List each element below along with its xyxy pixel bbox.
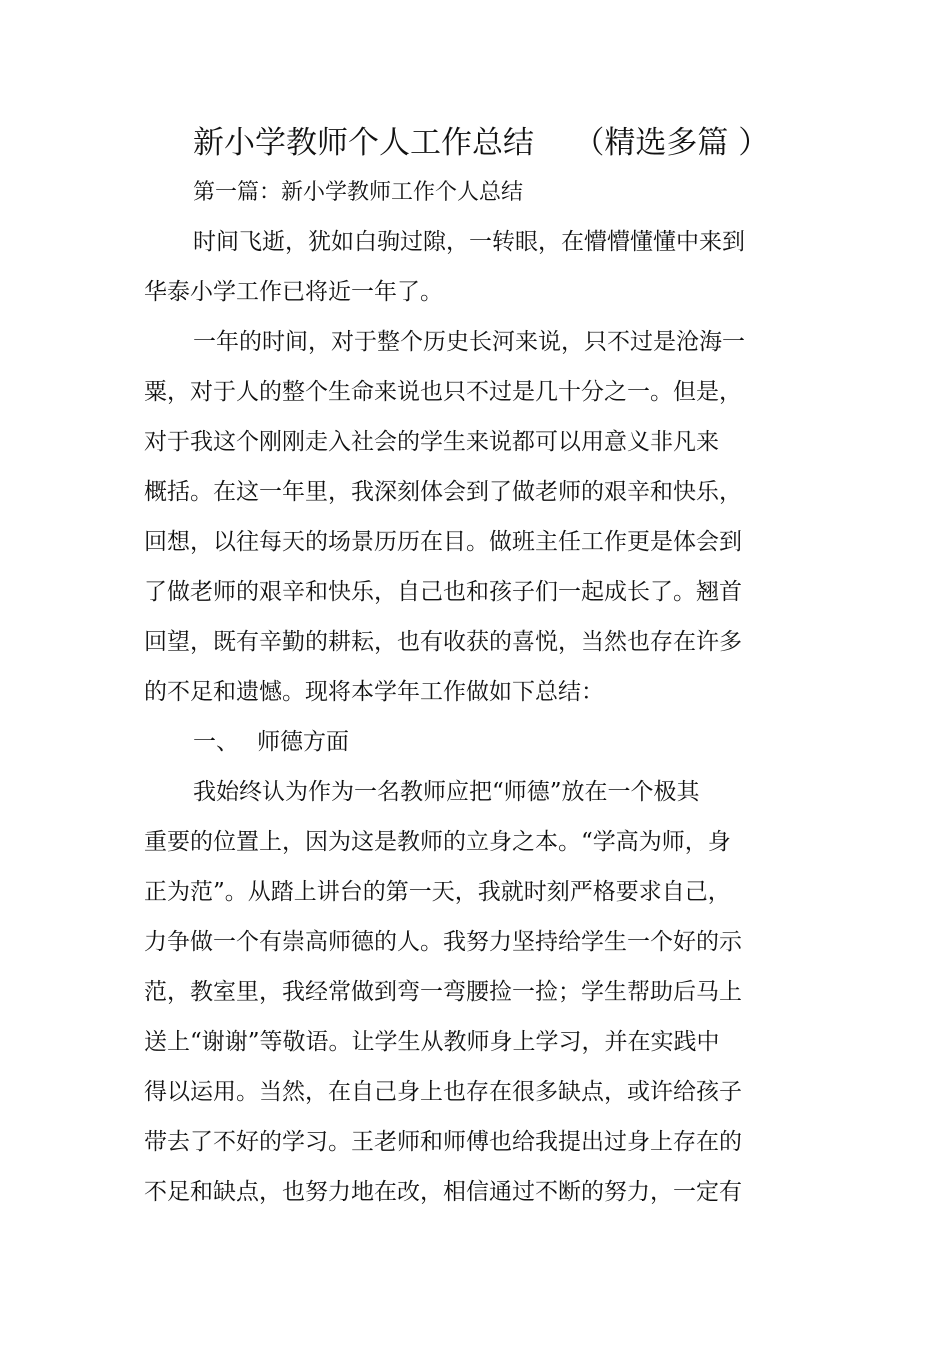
- paragraph-line: 带去了不好的学习。王老师和师傅也给我提出过身上存在的: [144, 1129, 742, 1155]
- paragraph-line: 力争做一个有崇高师德的人。我努力坚持给学生一个好的示: [144, 929, 742, 955]
- paragraph-line: 概括。在这一年里，我深刻体会到了做老师的艰辛和快乐，: [144, 479, 742, 505]
- paragraph-line: 回望，既有辛勤的耕耘，也有收获的喜悦，当然也存在许多: [144, 629, 742, 655]
- paragraph-line: 华泰小学工作已将近一年了。: [144, 279, 443, 305]
- paragraph-line: 正为范”。从踏上讲台的第一天，我就时刻严格要求自己，: [144, 879, 731, 905]
- section-number: 一、: [193, 729, 239, 755]
- paragraph-line: 时间飞逝，犹如白驹过隙，一转眼，在懵懵懂懂中来到: [193, 229, 745, 255]
- chapter-subtitle: 第一篇：新小学教师工作个人总结: [193, 180, 524, 205]
- document-title: 新小学教师个人工作总结 （精选多篇 ）: [193, 125, 770, 161]
- paragraph-line: 我始终认为作为一名教师应把“师德”放在一个极其: [193, 779, 700, 805]
- section-heading-text: 师德方面: [257, 729, 349, 755]
- section-heading: [193, 725, 349, 759]
- paragraph-line: 粟，对于人的整个生命来说也只不过是几十分之一。但是，: [144, 379, 742, 405]
- paragraph-line: 对于我这个刚刚走入社会的学生来说都可以用意义非凡来: [144, 429, 719, 455]
- paragraph-line: 回想，以往每天的场景历历在目。做班主任工作更是体会到: [144, 529, 742, 555]
- paragraph-line: 范，教室里，我经常做到弯一弯腰捡一捡；学生帮助后马上: [144, 979, 742, 1005]
- paragraph-line: 的不足和遗憾。现将本学年工作做如下总结：: [144, 679, 604, 705]
- paragraph-line: 不足和缺点，也努力地在改，相信通过不断的努力，一定有: [144, 1179, 742, 1205]
- paragraph-line: 了做老师的艰辛和快乐，自己也和孩子们一起成长了。翘首: [144, 579, 742, 605]
- paragraph-line: 重要的位置上，因为这是教师的立身之本。“学高为师，身: [144, 829, 731, 855]
- paragraph-line: 送上“谢谢”等敬语。让学生从教师身上学习，并在实践中: [144, 1029, 720, 1055]
- paragraph-line: 一年的时间，对于整个历史长河来说，只不过是沧海一: [193, 329, 745, 355]
- paragraph-line: 得以运用。当然，在自己身上也存在很多缺点，或许给孩子: [144, 1079, 742, 1105]
